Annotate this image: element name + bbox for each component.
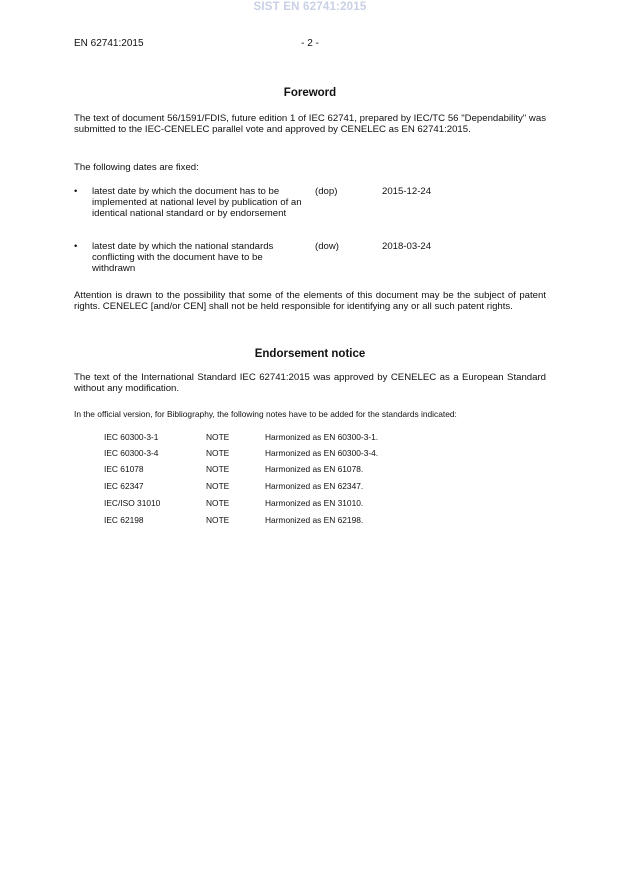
note-label: NOTE [206, 464, 230, 474]
note-standard: IEC 62198 [104, 515, 144, 525]
date-item-date: 2018-03-24 [382, 241, 432, 252]
note-row [104, 498, 504, 510]
note-standard: IEC 60300-3-4 [104, 448, 159, 458]
note-standard: IEC 60300-3-1 [104, 432, 159, 442]
note-label: NOTE [206, 448, 230, 458]
note-standard: IEC 62347 [104, 481, 144, 491]
note-row [104, 481, 504, 493]
bullet-icon: • [74, 186, 78, 197]
note-label: NOTE [206, 498, 230, 508]
dates-intro: The following dates are fixed: [74, 162, 199, 173]
note-row [104, 432, 504, 444]
bullet-icon: • [74, 241, 78, 252]
header-page-number: - 2 - [301, 38, 319, 49]
note-standard: IEC/ISO 31010 [104, 498, 161, 508]
note-standard: IEC 61078 [104, 464, 144, 474]
foreword-intro: The text of document 56/1591/FDIS, future edition 1 of IEC 62741, prepared by IEC/TC 56 "Dependability" was submitted to the IEC-CENELEC parallel vote and approved by CENELEC as EN 62741:2015. [74, 113, 546, 136]
date-item-abbr: (dop) [315, 186, 338, 197]
note-text: Harmonized as EN 62198. [265, 515, 364, 525]
endorsement-text: The text of the International Standard IEC 62741:2015 was approved by CENELEC as a European Standard without any modification. [74, 372, 546, 395]
note-text: Harmonized as EN 31010. [265, 498, 364, 508]
note-row [104, 464, 504, 476]
note-label: NOTE [206, 515, 230, 525]
header-doc-id: EN 62741:2015 [74, 38, 144, 49]
note-text: Harmonized as EN 61078. [265, 464, 364, 474]
note-label: NOTE [206, 481, 230, 491]
date-item-text: latest date by which the document has to be implemented at national level by publication of an identical national standard or by endorsement [92, 186, 302, 220]
date-item-abbr: (dow) [315, 241, 339, 252]
note-text: Harmonized as EN 62347. [265, 481, 364, 491]
patent-attention: Attention is drawn to the possibility that some of the elements of this document may be the subject of patent rights. CENELEC [and/or CEN] shall not be held responsible for identifying any or all such patent rights. [74, 290, 546, 313]
date-item-text: latest date by which the national standards conflicting with the document have to be withdrawn [92, 241, 274, 275]
bibliography-intro: In the official version, for Bibliography, the following notes have to be added for the standards indicated: [74, 409, 457, 419]
watermark: SIST EN 62741:2015 [253, 1, 367, 13]
foreword-title: Foreword [283, 87, 337, 99]
endorsement-title: Endorsement notice [254, 348, 366, 360]
note-text: Harmonized as EN 60300-3-1. [265, 432, 379, 442]
note-row [104, 515, 504, 527]
note-label: NOTE [206, 432, 230, 442]
note-text: Harmonized as EN 60300-3-4. [265, 448, 379, 458]
date-item-date: 2015-12-24 [382, 186, 432, 197]
note-row [104, 448, 504, 460]
